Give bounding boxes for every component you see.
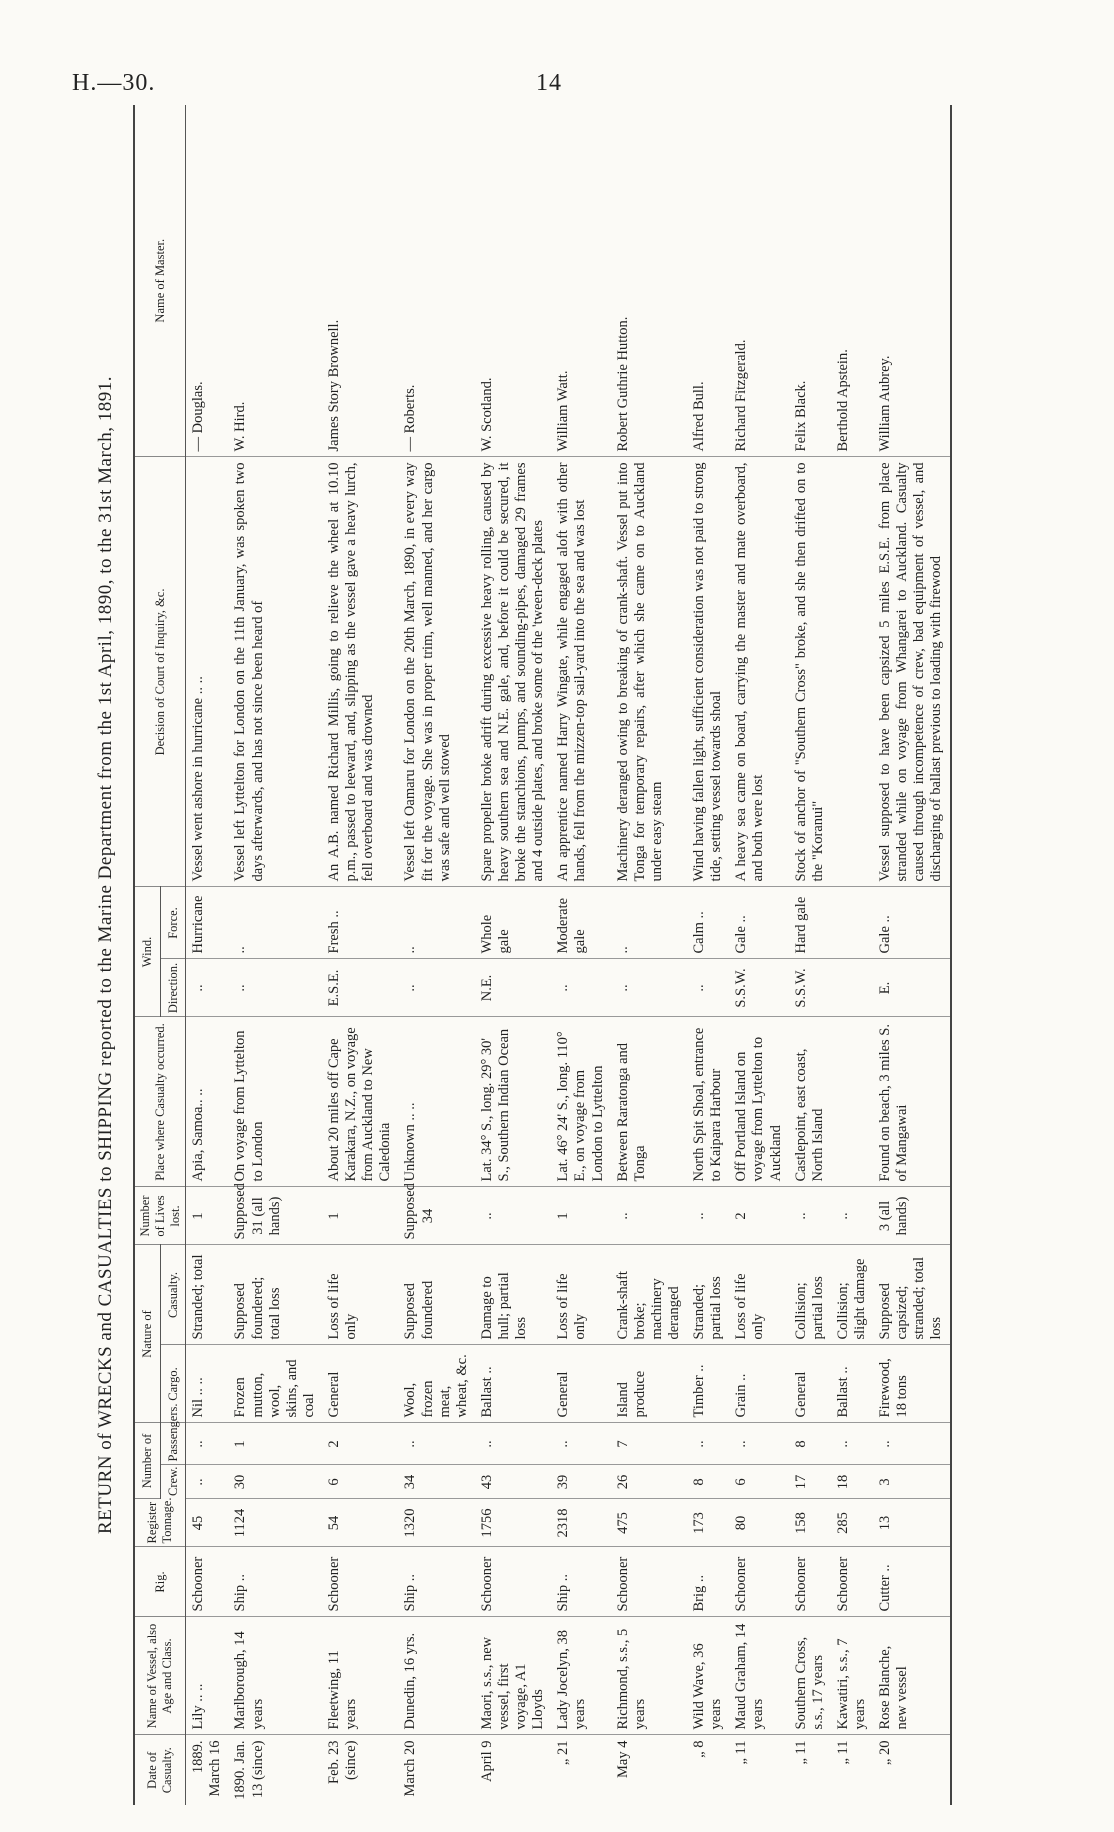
col-casualty: Casualty. <box>160 1245 186 1345</box>
cell-tonnage: 158 <box>789 1499 831 1547</box>
cell-place: Lat. 46° 24' S., long. 110° E., on voyage from London to Lyttelton <box>551 1017 610 1187</box>
cell-decision: Vessel left Lyttelton for London on the 11th January, was spoken two days afterwards, and has not since been heard of <box>228 457 322 887</box>
cell-cargo: Ballast .. <box>475 1345 551 1423</box>
table-row <box>475 105 551 1805</box>
cell-date: 1889. March 16 <box>190 1740 224 1797</box>
cell-tonnage: 1756 <box>475 1499 551 1547</box>
cell-passengers: .. <box>729 1423 788 1465</box>
table-row <box>551 105 610 1805</box>
cell-lives: 1 <box>186 1187 229 1245</box>
cell-decision: An A.B. named Richard Millis, going to relieve the wheel at 10.10 p.m., passed to leeward, and, slipping as the vessel gave a heavy lurch, fell overboard and was drowned <box>322 457 398 887</box>
cell-master: — Roberts. <box>398 105 474 457</box>
cell-crew: 8 <box>687 1465 729 1499</box>
col-wind: Wind. <box>134 887 160 1017</box>
cell-rig: Cutter .. <box>873 1547 950 1617</box>
cell-cargo: Grain .. <box>729 1345 788 1423</box>
cell-tonnage: 285 <box>831 1499 873 1547</box>
cell-passengers: .. <box>831 1423 873 1465</box>
table-row <box>186 105 229 1805</box>
cell-decision <box>831 457 873 887</box>
col-lives: Number of Lives lost. <box>134 1187 186 1245</box>
cell-master: Richard Fitzgerald. <box>729 105 788 457</box>
cell-force: Gale .. <box>873 887 950 959</box>
page-number: 14 <box>536 70 562 96</box>
table-row <box>831 105 873 1805</box>
cell-force: Fresh .. <box>322 887 398 959</box>
cell-decision: Spare propeller broke adrift during excessive heavy rolling, caused by heavy southern sea and N.E. gale, and, before it could be secured, it broke the stanchions, pumps, and sounding-pipes, damaged 29 frames and 4 outside plates, and broke some of the 'tween-deck plates <box>475 457 551 887</box>
cell-force: Calm .. <box>687 887 729 959</box>
cell-lives: 1 <box>551 1187 610 1245</box>
col-number-of: Number of <box>134 1423 160 1499</box>
col-force: Force. <box>160 887 186 959</box>
cell-direction: .. <box>228 959 322 1017</box>
cell-crew: 18 <box>831 1465 873 1499</box>
cell-place <box>831 1017 873 1187</box>
cell-lives: 3 (all hands) <box>873 1187 950 1245</box>
cell-force: Hurricane <box>186 887 229 959</box>
cell-casualty: Stranded; total <box>186 1245 229 1345</box>
cell-direction: .. <box>186 959 229 1017</box>
cell-master: James Story Brownell. <box>322 105 398 457</box>
col-passengers: Passengers. <box>160 1423 186 1465</box>
cell-cargo: Firewood, 18 tons <box>873 1345 950 1423</box>
cell-casualty: Loss of life only <box>729 1245 788 1345</box>
cell-cargo: Nil .. .. <box>186 1345 229 1423</box>
col-rig: Rig. <box>134 1547 186 1617</box>
cell-cargo: Island produce <box>611 1345 687 1423</box>
cell-direction: .. <box>611 959 687 1017</box>
cell-rig: Schooner <box>322 1547 398 1617</box>
return-title: RETURN of WRECKS and CASUALTIES to SHIPPING reported to the Marine Department from the 1st April, 1890, to the 31st March, 1891. <box>95 376 116 1534</box>
cell-master: Robert Guthrie Hutton. <box>611 105 687 457</box>
cell-tonnage: 13 <box>873 1499 950 1547</box>
cell-passengers: .. <box>551 1423 610 1465</box>
cell-crew: 6 <box>729 1465 788 1499</box>
cell-vessel: Dunedin, 16 yrs. <box>398 1617 474 1735</box>
cell-date: Feb. 23 (since) <box>326 1740 360 1784</box>
cell-decision: Vessel went ashore in hurricane .. .. <box>186 457 229 887</box>
cell-force: Hard gale <box>789 887 831 959</box>
cell-crew: 34 <box>398 1465 474 1499</box>
cell-vessel: Marlborough, 14 years <box>228 1617 322 1735</box>
cell-vessel: Wild Wave, 36 years <box>687 1617 729 1735</box>
cell-rig: Ship .. <box>551 1547 610 1617</box>
table-row <box>729 105 788 1805</box>
cell-passengers: 8 <box>789 1423 831 1465</box>
cell-tonnage: 475 <box>611 1499 687 1547</box>
cell-passengers: 7 <box>611 1423 687 1465</box>
cell-direction: .. <box>551 959 610 1017</box>
cell-date: „ 21 <box>555 1740 572 1766</box>
cell-passengers: 1 <box>228 1423 322 1465</box>
cell-passengers: 2 <box>322 1423 398 1465</box>
cell-crew: 39 <box>551 1465 610 1499</box>
cell-lives: .. <box>687 1187 729 1245</box>
cell-rig: Schooner <box>186 1547 229 1617</box>
col-direction: Direction. <box>160 959 186 1017</box>
cell-place: Between Raratonga and Tonga <box>611 1017 687 1187</box>
cell-tonnage: 54 <box>322 1499 398 1547</box>
cell-place: Found on beach, 3 miles S. of Mangawai <box>873 1017 950 1187</box>
cell-vessel: Fleetwing, 11 years <box>322 1617 398 1735</box>
cell-vessel: Richmond, s.s., 5 years <box>611 1617 687 1735</box>
table-row <box>789 105 831 1805</box>
col-crew: Crew. <box>160 1465 186 1499</box>
cell-place: Castlepoint, east coast, North Island <box>789 1017 831 1187</box>
page-header-left: H.—30. <box>72 70 156 96</box>
cell-cargo: General <box>322 1345 398 1423</box>
cell-decision: Wind having fallen light, sufficient consideration was not paid to strong tide, setting vessel towards shoal <box>687 457 729 887</box>
cell-lives: 2 <box>729 1187 788 1245</box>
cell-crew: 26 <box>611 1465 687 1499</box>
cell-date: April 9 <box>478 1740 495 1782</box>
cell-place: Apia, Samoa.. .. <box>186 1017 229 1187</box>
casualty-rows <box>186 105 951 1805</box>
cell-force: .. <box>611 887 687 959</box>
cell-cargo: Ballast .. <box>831 1345 873 1423</box>
cell-decision: Vessel supposed to have been capsized 5 miles E.S.E. from place stranded while on voyage from Whangarei to Auckland. Casualty caused through incompetence of crew, bad equipment of vessel, and discharging of ballast previous to loading with firewood <box>873 457 950 887</box>
cell-force <box>831 887 873 959</box>
table-row <box>398 105 474 1805</box>
cell-decision: An apprentice named Harry Wingate, while engaged aloft with other hands, fell from the mizzen-top sail-yard into the sea and was lost <box>551 457 610 887</box>
cell-crew: 6 <box>322 1465 398 1499</box>
cell-rig: Schooner <box>611 1547 687 1617</box>
cell-crew: .. <box>186 1465 229 1499</box>
cell-crew: 43 <box>475 1465 551 1499</box>
cell-direction: E.S.E. <box>322 959 398 1017</box>
table-row <box>322 105 398 1805</box>
cell-lives: Supposed 31 (all hands) <box>228 1187 322 1245</box>
cell-casualty: Supposed foundered; total loss <box>228 1245 322 1345</box>
cell-rig: Schooner <box>789 1547 831 1617</box>
cell-place: About 20 miles off Cape Karakara, N.Z., on voyage from Auckland to New Caledonia <box>322 1017 398 1187</box>
cell-tonnage: 173 <box>687 1499 729 1547</box>
cell-passengers: .. <box>398 1423 474 1465</box>
cell-passengers: .. <box>475 1423 551 1465</box>
cell-direction: .. <box>398 959 474 1017</box>
cell-force: Whole gale <box>475 887 551 959</box>
cell-lives: .. <box>611 1187 687 1245</box>
cell-master: Alfred Bull. <box>687 105 729 457</box>
col-decision: Decision of Court of Inquiry, &c. <box>134 457 186 887</box>
cell-rig: Brig .. <box>687 1547 729 1617</box>
cell-direction: .. <box>687 959 729 1017</box>
cell-casualty: Collision; slight damage <box>831 1245 873 1345</box>
cell-force: Gale .. <box>729 887 788 959</box>
cell-vessel: Kawatiri, s.s., 7 years <box>831 1617 873 1735</box>
cell-master: Berthold Apstein. <box>831 105 873 457</box>
cell-date: „ 20 <box>873 1735 950 1805</box>
cell-vessel: Southern Cross, s.s., 17 years <box>789 1617 831 1735</box>
cell-cargo: Timber .. <box>687 1345 729 1423</box>
cell-decision: Vessel left Oamaru for London on the 20th March, 1890, in every way fit for the voyage. She was in proper trim, well manned, and her cargo was safe and well stowed <box>398 457 474 887</box>
cell-force: .. <box>398 887 474 959</box>
cell-lives: Supposed 34 <box>398 1187 474 1245</box>
cell-cargo: General <box>789 1345 831 1423</box>
col-nature-of: Nature of <box>134 1245 160 1423</box>
cell-decision: A heavy sea came on board, carrying the master and mate overboard, and both were lost <box>729 457 788 887</box>
cell-place: Lat. 34° S., long. 29° 30' S., Southern Indian Ocean <box>475 1017 551 1187</box>
cell-crew: 17 <box>789 1465 831 1499</box>
cell-cargo: Frozen mutton, wool, skins, and coal <box>228 1345 322 1423</box>
cell-passengers: .. <box>186 1423 229 1465</box>
cell-place: Off Portland Island on voyage from Lyttelton to Auckland <box>729 1017 788 1187</box>
col-date: Date of Casualty. <box>134 1735 186 1805</box>
cell-vessel: Lady Jocelyn, 38 years <box>551 1617 610 1735</box>
cell-direction: E. <box>873 959 950 1017</box>
cell-force: .. <box>228 887 322 959</box>
cell-direction: S.S.W. <box>729 959 788 1017</box>
cell-date: 1890. Jan. 13 (since) <box>232 1740 266 1800</box>
cell-lives: .. <box>789 1187 831 1245</box>
cell-date: „ 11 <box>792 1740 809 1765</box>
cell-casualty: Loss of life only <box>551 1245 610 1345</box>
cell-passengers: .. <box>873 1423 950 1465</box>
cell-casualty: Stranded; partial loss <box>687 1245 729 1345</box>
cell-casualty: Damage to hull; partial loss <box>475 1245 551 1345</box>
cell-lives: 1 <box>322 1187 398 1245</box>
cell-date: March 20 <box>402 1740 419 1797</box>
cell-rig: Schooner <box>831 1547 873 1617</box>
cell-tonnage: 1124 <box>228 1499 322 1547</box>
cell-cargo: General <box>551 1345 610 1423</box>
cell-casualty: Loss of life only <box>322 1245 398 1345</box>
cell-casualty: Supposed capsized; stranded; total loss <box>873 1245 950 1345</box>
cell-direction <box>831 959 873 1017</box>
col-vessel: Name of Vessel, also Age and Class. <box>134 1617 186 1735</box>
cell-casualty: Crank-shaft broke; machinery deranged <box>611 1245 687 1345</box>
casualty-table <box>133 105 952 1805</box>
cell-master: W. Scotland. <box>475 105 551 457</box>
cell-tonnage: 45 <box>186 1499 229 1547</box>
cell-vessel: Lily .. .. <box>186 1617 229 1735</box>
cell-direction: S.S.W. <box>789 959 831 1017</box>
cell-place: On voyage from Lyttelton to London <box>228 1017 322 1187</box>
cell-date: „ 11 <box>733 1740 750 1765</box>
cell-date: May 4 <box>614 1740 631 1778</box>
cell-master: William Aubrey. <box>873 105 950 457</box>
col-cargo: Cargo. <box>160 1345 186 1423</box>
table-row <box>228 105 322 1805</box>
cell-master: — Douglas. <box>186 105 229 457</box>
cell-vessel: Rose Blanche, new vessel <box>873 1617 950 1735</box>
cell-force: Moderate gale <box>551 887 610 959</box>
rotated-return-sheet <box>95 105 995 1805</box>
cell-lives: .. <box>475 1187 551 1245</box>
cell-place: Unknown .. .. <box>398 1017 474 1187</box>
cell-tonnage: 1320 <box>398 1499 474 1547</box>
table-row <box>611 105 687 1805</box>
cell-decision: Stock of anchor of "Southern Cross" broke, and she then drifted on to the "Koranui" <box>789 457 831 887</box>
cell-master: William Watt. <box>551 105 610 457</box>
cell-rig: Schooner <box>475 1547 551 1617</box>
cell-rig: Ship .. <box>398 1547 474 1617</box>
cell-cargo: Wool, frozen meat, wheat, &c. <box>398 1345 474 1423</box>
col-place: Place where Casualty occurred. <box>134 1017 186 1187</box>
cell-master: W. Hird. <box>228 105 322 457</box>
table-row <box>687 105 729 1805</box>
cell-vessel: Maud Graham, 14 years <box>729 1617 788 1735</box>
cell-rig: Schooner <box>729 1547 788 1617</box>
cell-master: Felix Black. <box>789 105 831 457</box>
cell-passengers: .. <box>687 1423 729 1465</box>
cell-direction: N.E. <box>475 959 551 1017</box>
cell-date: „ 8 <box>691 1740 708 1758</box>
cell-decision: Machinery deranged owing to breaking of crank-shaft. Vessel put into Tonga for temporary repairs, after which she came on to Auckland under easy steam <box>611 457 687 887</box>
cell-date: „ 11 <box>834 1740 851 1765</box>
cell-rig: Ship .. <box>228 1547 322 1617</box>
cell-crew: 30 <box>228 1465 322 1499</box>
cell-tonnage: 80 <box>729 1499 788 1547</box>
cell-casualty: Supposed foundered <box>398 1245 474 1345</box>
cell-crew: 3 <box>873 1465 950 1499</box>
cell-vessel: Maori, s.s., new vessel, first voyage, A1 Lloyds <box>475 1617 551 1735</box>
table-row <box>873 105 950 1805</box>
cell-place: North Spit Shoal, entrance to Kaipara Harbour <box>687 1017 729 1187</box>
cell-lives: .. <box>831 1187 873 1245</box>
col-tonnage: Register Tonnage. <box>134 1499 186 1547</box>
cell-tonnage: 2318 <box>551 1499 610 1547</box>
col-master: Name of Master. <box>134 105 186 457</box>
cell-casualty: Collision; partial loss <box>789 1245 831 1345</box>
